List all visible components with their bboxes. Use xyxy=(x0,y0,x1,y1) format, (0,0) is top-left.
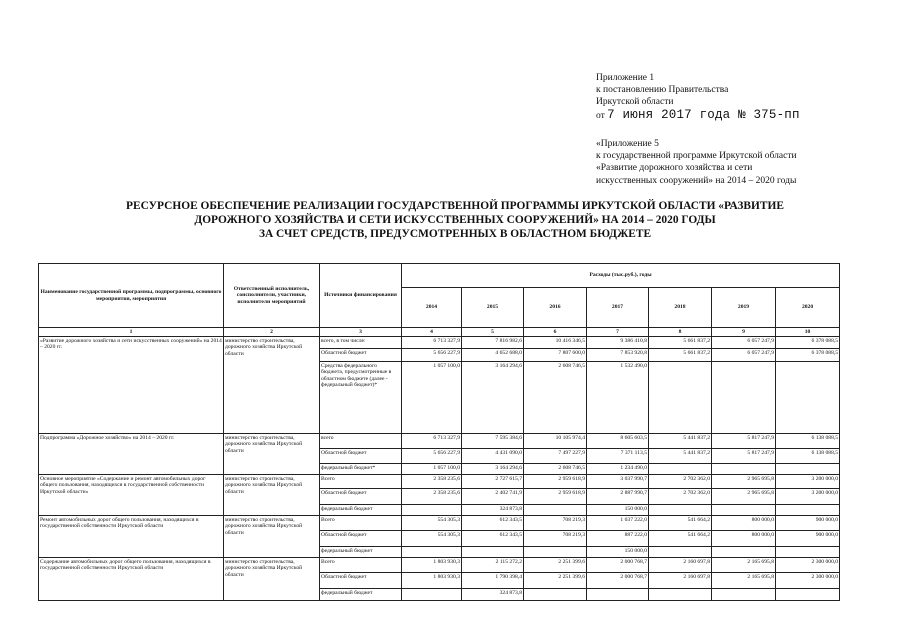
header-name: Наименование государственной программы, подпрограммы, основного мероприятия, мероприятия xyxy=(39,264,224,328)
amount-cell: 5 817 247,9 xyxy=(712,449,776,464)
amount-cell: 541 664,2 xyxy=(649,516,712,531)
header-year: 2016 xyxy=(524,288,587,328)
program-name-cell: Содержание автомобильных дорог общего пользования, находящихся в государственной собственности Иркутской области xyxy=(39,558,224,601)
executor-cell: министерство строительства, дорожного хозяйства Иркутской области xyxy=(224,337,320,434)
amount-cell: 324 873,8 xyxy=(462,505,524,516)
amount-cell: 2 727 615,7 xyxy=(462,475,524,489)
column-number: 1 xyxy=(39,328,224,337)
date-typed: 7 июня 2017 года № 375-пп xyxy=(607,107,800,122)
title-line-2: ДОРОЖНОГО ХОЗЯЙСТВА И СЕТИ ИСКУССТВЕННЫХ СООРУЖЕНИЙ» НА 2014 – 2020 ГОДЫ xyxy=(194,214,716,227)
amount-cell: 7 853 920,8 xyxy=(587,349,649,362)
amount-cell: 8 605 603,5 xyxy=(587,434,649,449)
amount-cell: 324 873,8 xyxy=(462,589,524,601)
amount-cell xyxy=(712,362,776,434)
executor-cell: министерство строительства, дорожного хозяйства Иркутской области xyxy=(224,434,320,475)
funding-source-cell: федеральный бюджет xyxy=(320,505,402,516)
table-row xyxy=(39,516,840,531)
amount-cell: 3 200 000,0 xyxy=(776,489,840,505)
amount-cell: 6 713 327,9 xyxy=(402,434,462,449)
amount-cell: 2 300 000,0 xyxy=(776,558,840,573)
amount-cell: 10 105 974,4 xyxy=(524,434,587,449)
amount-cell: 708 219,3 xyxy=(524,531,587,547)
amount-cell: 5 441 837,2 xyxy=(649,434,712,449)
amount-cell xyxy=(712,547,776,558)
amount-cell xyxy=(649,547,712,558)
amount-cell xyxy=(649,362,712,434)
header-year: 2014 xyxy=(402,288,462,328)
amount-cell xyxy=(524,505,587,516)
amount-cell: 3 164 294,6 xyxy=(462,362,524,434)
appendix-line-3: Иркутской области xyxy=(596,97,674,108)
executor-cell: министерство строительства, дорожного хозяйства Иркутской области xyxy=(224,516,320,558)
amount-cell: 6 378 088,5 xyxy=(776,349,840,362)
appendix5-block xyxy=(596,138,797,187)
funding-source-cell: всего, в том числе: xyxy=(320,337,402,349)
amount-cell: 7 595 384,6 xyxy=(462,434,524,449)
amount-cell xyxy=(776,362,840,434)
amount-cell xyxy=(776,464,840,475)
header-expenses: Расходы (тыс.руб.), годы xyxy=(402,264,840,288)
amount-cell xyxy=(462,547,524,558)
header-year: 2020 xyxy=(776,288,840,328)
funding-source-cell: Областной бюджет xyxy=(320,489,402,505)
amount-cell: 2 000 768,7 xyxy=(587,558,649,573)
funding-source-cell: Областной бюджет xyxy=(320,449,402,464)
funding-source-cell: Областной бюджет xyxy=(320,573,402,589)
amount-cell: 612 343,5 xyxy=(462,531,524,547)
amount-cell xyxy=(524,547,587,558)
amount-cell: 900 000,0 xyxy=(776,516,840,531)
amount-cell: 1 803 930,3 xyxy=(402,558,462,573)
amount-cell: 6 138 088,5 xyxy=(776,434,840,449)
amount-cell: 800 000,0 xyxy=(712,516,776,531)
amount-cell: 554 305,3 xyxy=(402,531,462,547)
amount-cell: 5 817 247,9 xyxy=(712,434,776,449)
funding-source-cell: Всего xyxy=(320,516,402,531)
amount-cell: 887 222,0 xyxy=(587,531,649,547)
header-executor: Ответственный исполнитель, соисполнители, участники, исполнители мероприятий xyxy=(224,264,320,328)
document-title xyxy=(40,199,870,242)
column-number: 2 xyxy=(224,328,320,337)
amount-cell: 2 702 362,0 xyxy=(649,475,712,489)
amount-cell: 6 378 088,5 xyxy=(776,337,840,349)
program-name-cell: Основное мероприятие «Содержание и ремонт автомобильных дорог общего пользования, находящихся в государственной собственности Иркутской области» xyxy=(39,475,224,516)
amount-cell xyxy=(402,589,462,601)
date-prefix: от xyxy=(596,110,605,121)
column-number: 10 xyxy=(776,328,840,337)
amount-cell: 4 431 090,0 xyxy=(462,449,524,464)
table-row xyxy=(39,434,840,449)
funding-source-cell: Областной бюджет xyxy=(320,349,402,362)
amount-cell: 9 386 410,8 xyxy=(587,337,649,349)
amount-cell: 5 661 837,2 xyxy=(649,337,712,349)
column-number: 5 xyxy=(462,328,524,337)
program-name-cell: Подпрограмма «Дорожное хозяйство» на 2014 – 2020 гг. xyxy=(39,434,224,475)
amount-cell: 2 959 618,9 xyxy=(524,475,587,489)
appendix-date xyxy=(596,109,800,122)
funding-source-cell: Областной бюджет xyxy=(320,531,402,547)
amount-cell xyxy=(649,505,712,516)
header-year: 2015 xyxy=(462,288,524,328)
column-number: 8 xyxy=(649,328,712,337)
amount-cell: 5 656 227,9 xyxy=(402,349,462,362)
amount-cell: 1 057 100,0 xyxy=(402,362,462,434)
table-body xyxy=(39,337,840,601)
amount-cell: 2 887 990,7 xyxy=(587,489,649,505)
amount-cell: 7 497 227,9 xyxy=(524,449,587,464)
amount-cell xyxy=(712,589,776,601)
column-number: 9 xyxy=(712,328,776,337)
amount-cell: 5 441 837,2 xyxy=(649,449,712,464)
funding-source-cell: Всего xyxy=(320,475,402,489)
amount-cell: 150 000,0 xyxy=(587,547,649,558)
column-number: 3 xyxy=(320,328,402,337)
amount-cell xyxy=(649,589,712,601)
amount-cell: 3 164 294,6 xyxy=(462,464,524,475)
amount-cell: 2 160 697,8 xyxy=(649,558,712,573)
amount-cell: 1 037 222,0 xyxy=(587,516,649,531)
amount-cell xyxy=(587,589,649,601)
program-name-cell: «Развитие дорожного хозяйства и сети искусственных сооружений» на 2014 – 2020 гг. xyxy=(39,337,224,434)
title-line-1: РЕСУРСНОЕ ОБЕСПЕЧЕНИЕ РЕАЛИЗАЦИИ ГОСУДАРСТВЕННОЙ ПРОГРАММЫ ИРКУТСКОЙ ОБЛАСТИ «РАЗВИТИЕ xyxy=(126,200,784,212)
amount-cell xyxy=(776,505,840,516)
amount-cell: 2 965 695,8 xyxy=(712,489,776,505)
amount-cell: 2 608 746,5 xyxy=(524,464,587,475)
resource-table xyxy=(38,263,840,601)
appendix5-line-1: «Приложение 5 xyxy=(596,139,659,149)
amount-cell: 5 661 837,2 xyxy=(649,349,712,362)
amount-cell: 2 608 746,5 xyxy=(524,362,587,434)
amount-cell: 150 000,0 xyxy=(587,505,649,516)
funding-source-cell: Всего xyxy=(320,558,402,573)
amount-cell xyxy=(776,589,840,601)
appendix-block xyxy=(596,72,800,122)
funding-source-cell: всего xyxy=(320,434,402,449)
amount-cell: 5 656 227,9 xyxy=(402,449,462,464)
amount-cell xyxy=(524,589,587,601)
table-row xyxy=(39,337,840,349)
amount-cell: 612 343,5 xyxy=(462,516,524,531)
appendix5-line-4: искусственных сооружений» на 2014 – 2020 годы xyxy=(596,175,797,186)
amount-cell: 2 251 399,6 xyxy=(524,558,587,573)
funding-source-cell: Средства федерального бюджета, предусмотренные в областном бюджете (далее - федеральный бюджет)* xyxy=(320,362,402,434)
funding-source-cell: федеральный бюджет xyxy=(320,547,402,558)
header-year: 2018 xyxy=(649,288,712,328)
amount-cell: 2 402 741,9 xyxy=(462,489,524,505)
amount-cell: 6 057 247,9 xyxy=(712,337,776,349)
column-number: 4 xyxy=(402,328,462,337)
amount-cell: 708 219,3 xyxy=(524,516,587,531)
amount-cell: 2 965 695,8 xyxy=(712,475,776,489)
amount-cell: 2 702 362,0 xyxy=(649,489,712,505)
executor-cell: министерство строительства, дорожного хозяйства Иркутской области xyxy=(224,475,320,516)
amount-cell: 2 251 399,6 xyxy=(524,573,587,589)
amount-cell: 6 138 088,5 xyxy=(776,449,840,464)
appendix-line-2: к постановлению Правительства xyxy=(596,85,729,96)
amount-cell: 10 416 346,5 xyxy=(524,337,587,349)
amount-cell: 900 000,0 xyxy=(776,531,840,547)
amount-cell: 1 803 930,3 xyxy=(402,573,462,589)
amount-cell: 2 115 272,2 xyxy=(462,558,524,573)
program-name-cell: Ремонт автомобильных дорог общего пользования, находящихся в государственной собственности Иркутской области xyxy=(39,516,224,558)
amount-cell: 2 000 768,7 xyxy=(587,573,649,589)
amount-cell: 6 713 327,9 xyxy=(402,337,462,349)
funding-source-cell: федеральный бюджет* xyxy=(320,464,402,475)
amount-cell: 7 807 600,0 xyxy=(524,349,587,362)
amount-cell: 6 057 247,9 xyxy=(712,349,776,362)
header-year: 2017 xyxy=(587,288,649,328)
column-number: 6 xyxy=(524,328,587,337)
amount-cell: 7 371 113,5 xyxy=(587,449,649,464)
amount-cell xyxy=(712,464,776,475)
funding-source-cell: федеральный бюджет xyxy=(320,589,402,601)
amount-cell: 7 816 982,6 xyxy=(462,337,524,349)
amount-cell xyxy=(649,464,712,475)
amount-cell xyxy=(712,505,776,516)
amount-cell: 3 037 990,7 xyxy=(587,475,649,489)
amount-cell: 541 664,2 xyxy=(649,531,712,547)
appendix-line-1: Приложение 1 xyxy=(596,73,655,83)
amount-cell: 800 000,0 xyxy=(712,531,776,547)
amount-cell: 1 532 490,0 xyxy=(587,362,649,434)
amount-cell xyxy=(402,505,462,516)
amount-cell: 2 959 618,9 xyxy=(524,489,587,505)
header-year: 2019 xyxy=(712,288,776,328)
amount-cell xyxy=(776,547,840,558)
table-row xyxy=(39,475,840,489)
amount-cell: 1 057 100,0 xyxy=(402,464,462,475)
amount-cell: 1 234 490,0 xyxy=(587,464,649,475)
table-row xyxy=(39,558,840,573)
amount-cell: 2 165 695,8 xyxy=(712,558,776,573)
amount-cell: 4 652 688,0 xyxy=(462,349,524,362)
title-line-3: ЗА СЧЕТ СРЕДСТВ, ПРЕДУСМОТРЕННЫХ В ОБЛАСТНОМ БЮДЖЕТЕ xyxy=(258,228,652,241)
amount-cell: 2 358 235,6 xyxy=(402,475,462,489)
header-source: Источники финансирования xyxy=(320,264,402,328)
executor-cell: министерство строительства, дорожного хозяйства Иркутской области xyxy=(224,558,320,601)
amount-cell: 2 358 235,6 xyxy=(402,489,462,505)
amount-cell: 2 300 000,0 xyxy=(776,573,840,589)
amount-cell: 554 305,3 xyxy=(402,516,462,531)
amount-cell: 1 790 398,4 xyxy=(462,573,524,589)
amount-cell: 3 200 000,0 xyxy=(776,475,840,489)
appendix5-line-3: «Развитие дорожного хозяйства и сети xyxy=(596,163,753,174)
appendix5-line-2: к государственной программе Иркутской области xyxy=(596,151,797,162)
amount-cell xyxy=(402,547,462,558)
column-number: 7 xyxy=(587,328,649,337)
amount-cell: 2 165 695,8 xyxy=(712,573,776,589)
amount-cell: 2 160 697,8 xyxy=(649,573,712,589)
